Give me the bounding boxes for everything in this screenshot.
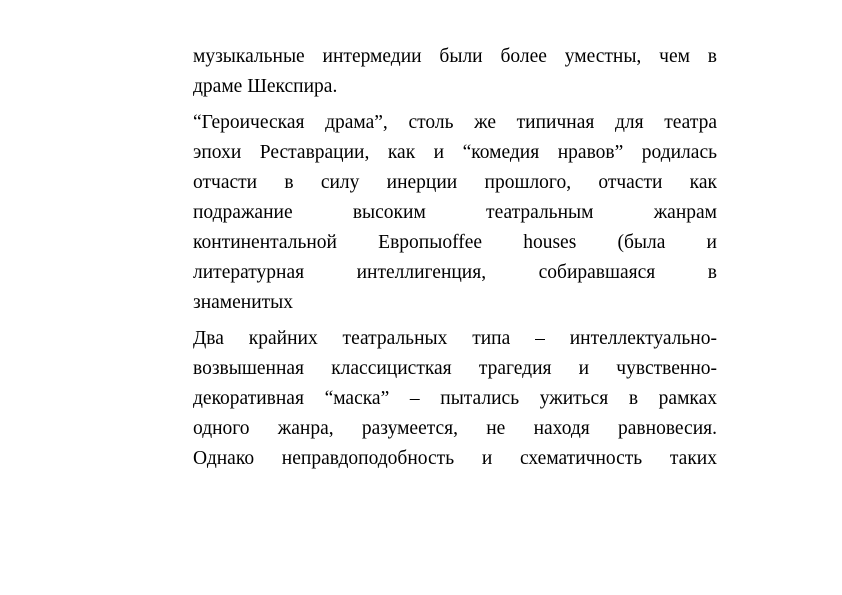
text-line: отчасти в силу инерции прошлого, отчасти как — [193, 172, 717, 193]
text-line: знаменитых — [193, 292, 294, 313]
text-column — [193, 42, 717, 474]
text-line: литературная интеллигенция, собиравшаяся в — [193, 262, 717, 283]
text-line: возвышенная классицисткая трагедия и чувственно- — [193, 358, 717, 379]
text-line: “Героическая драма”, столь же типичная для театра — [193, 112, 717, 133]
paragraph-1 — [193, 42, 717, 102]
text-line: Однако неправдоподобность и схематичность таких — [193, 448, 717, 469]
text-line: Два крайних театральных типа – интеллектуально- — [193, 328, 717, 349]
text-line: драме Шекспира. — [193, 76, 338, 97]
text-line: одного жанра, разумеется, не находя равновесия. — [193, 418, 717, 439]
paragraph-3 — [193, 324, 717, 474]
text-line: декоративная “маска” – пытались ужиться в рамках — [193, 388, 717, 409]
text-line: подражание высоким театральным жанрам — [193, 202, 717, 223]
text-line: музыкальные интермедии были более уместны, чем в — [193, 46, 717, 67]
text-line: континентальной Европыoffee houses (была и — [193, 232, 717, 253]
paragraph-2 — [193, 108, 717, 318]
text-line: эпохи Реставрации, как и “комедия нравов” родилась — [193, 142, 717, 163]
